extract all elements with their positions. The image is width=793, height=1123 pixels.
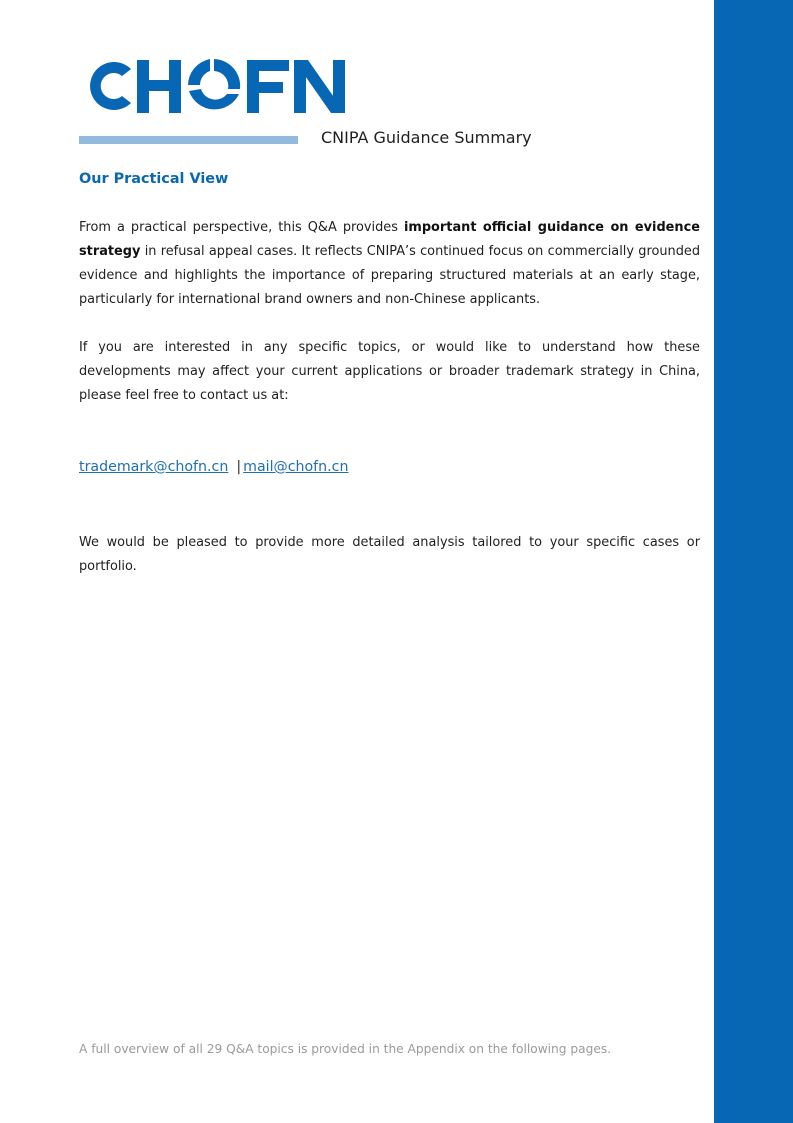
footer-note: A full overview of all 29 Q&A topics is provided in the Appendix on the following pages. [79,1042,612,1056]
right-side-accent-bar [714,0,793,1123]
header-rule [79,136,298,144]
contact-emails [79,459,348,475]
paragraph-text: From a practical perspective, this Q&A provides [79,220,404,235]
email-link-trademark[interactable]: trademark@chofn.cn [79,459,229,475]
paragraph-contact-invite: If you are interested in any specific topics, or would like to understand how these developments may affect your current applications or broader trademark strategy in China, please feel free to contact us at: [79,340,700,403]
paragraph-emphasis: important official guidance on evidence strategy [79,220,700,259]
paragraph-practical-view [79,216,700,312]
chofn-logo [79,55,346,117]
document-header-title: CNIPA Guidance Summary [321,128,532,147]
email-link-mail[interactable]: mail@chofn.cn [243,459,349,475]
paragraph-closing: We would be pleased to provide more detailed analysis tailored to your specific cases or portfolio. [79,535,700,574]
paragraph-text: in refusal appeal cases. It reflects CNIPA’s continued focus on commercially grounded evidence and highlights the importance of preparing structured materials at an early stage, particularly for international brand owners and non-Chinese applicants. [79,244,700,307]
email-separator: | [236,459,242,475]
section-heading: Our Practical View [79,171,229,187]
